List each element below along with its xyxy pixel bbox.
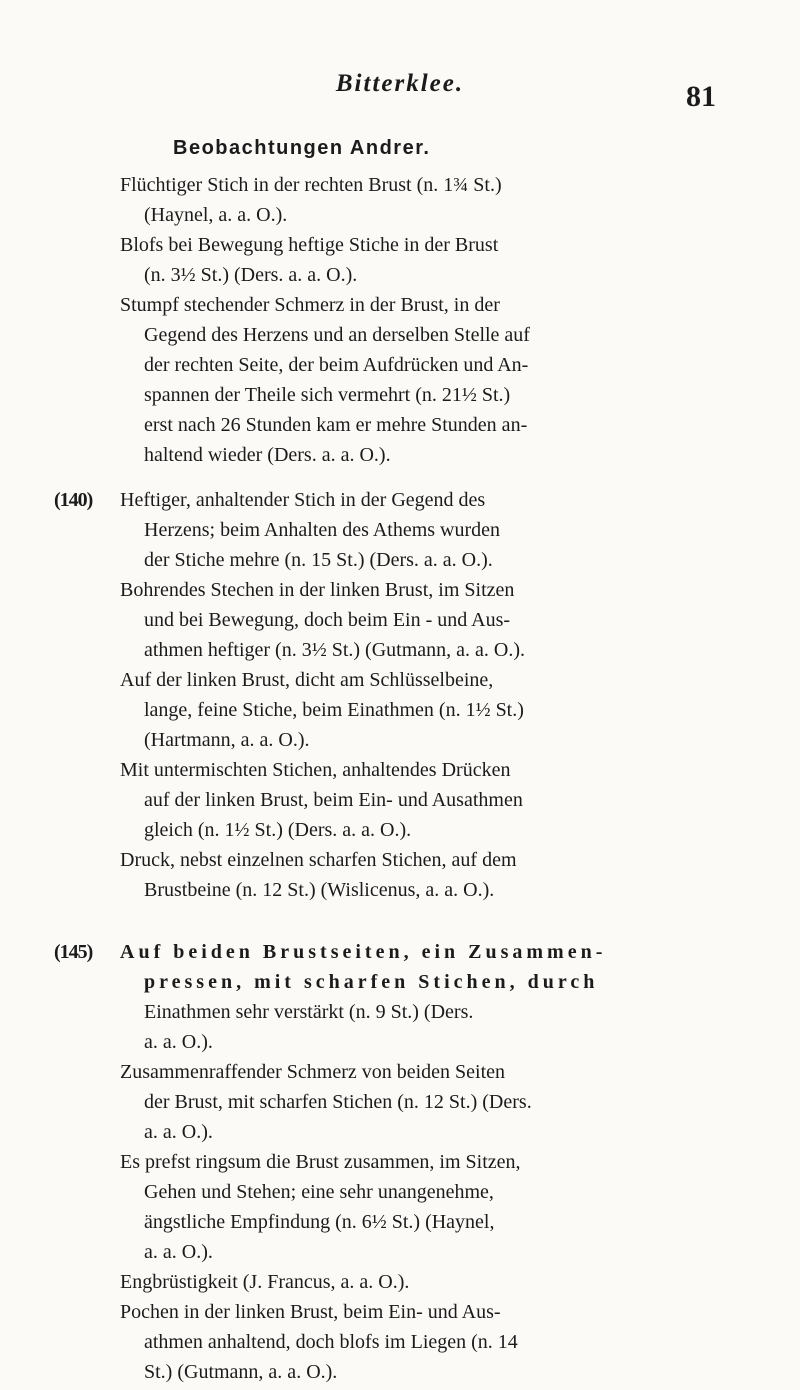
entry-140	[54, 485, 770, 905]
text-line: Es prefst ringsum die Brust zusammen, im Sitzen,	[120, 1151, 521, 1173]
text-line: Engbrüstigkeit (J. Francus, a. a. O.).	[120, 1271, 410, 1293]
text-line: a. a. O.).	[144, 1121, 213, 1143]
text-line: (Hartmann, a. a. O.).	[144, 729, 310, 751]
text-line: (Haynel, a. a. O.).	[144, 204, 288, 226]
text-line: Pochen in der linken Brust, beim Ein- und Aus-	[120, 1301, 501, 1323]
text-line: spannen der Theile sich vermehrt (n. 21½ St.)	[144, 384, 511, 406]
text-line: Stumpf stechender Schmerz in der Brust, in der	[120, 294, 500, 316]
text-line: athmen heftiger (n. 3½ St.) (Gutmann, a. a. O.).	[144, 639, 526, 661]
paragraph-block-1	[70, 170, 770, 470]
text-line: Einathmen sehr verstärkt (n. 9 St.) (Ders.	[144, 1001, 474, 1023]
entry-145	[54, 937, 770, 1387]
text-line: St.) (Gutmann, a. a. O.).	[144, 1361, 338, 1383]
text-line: Gegend des Herzens und an derselben Stelle auf	[144, 324, 530, 346]
text-line: Mit untermischten Stichen, anhaltendes Drücken	[120, 759, 511, 781]
text-line: lange, feine Stiche, beim Einathmen (n. 1½ St.)	[144, 699, 524, 721]
text-line: Druck, nebst einzelnen scharfen Stichen, auf dem	[120, 849, 517, 871]
text-line: pressen, mit scharfen Stichen, durch	[144, 971, 599, 993]
text-line: haltend wieder (Ders. a. a. O.).	[144, 444, 391, 466]
text-line: ängstliche Empfindung (n. 6½ St.) (Haynel,	[144, 1211, 495, 1233]
text-line: a. a. O.).	[144, 1241, 213, 1263]
text-line: Auf der linken Brust, dicht am Schlüsselbeine,	[120, 669, 494, 691]
text-line: Blofs bei Bewegung heftige Stiche in der Brust	[120, 234, 499, 256]
text-line: auf der linken Brust, beim Ein- und Ausathmen	[144, 789, 523, 811]
text-line: Flüchtiger Stich in der rechten Brust (n. 1¾ St.)	[120, 174, 502, 196]
text-line: gleich (n. 1½ St.) (Ders. a. a. O.).	[144, 819, 412, 841]
text-line: Brustbeine (n. 12 St.) (Wislicenus, a. a. O.).	[144, 879, 495, 901]
text-line: Zusammenraffender Schmerz von beiden Seiten	[120, 1061, 506, 1083]
text-line: erst nach 26 Stunden kam er mehre Stunden an-	[144, 414, 528, 436]
text-line: und bei Bewegung, doch beim Ein - und Aus-	[144, 609, 511, 631]
running-title: Bitterklee.	[335, 70, 465, 97]
text-line: Heftiger, anhaltender Stich in der Gegend des	[120, 489, 486, 511]
section-heading: Beobachtungen Andrer.	[173, 137, 431, 159]
text-line: a. a. O.).	[144, 1031, 213, 1053]
text-line: der Stiche mehre (n. 15 St.) (Ders. a. a. O.).	[144, 549, 493, 571]
text-line: (n. 3½ St.) (Ders. a. a. O.).	[144, 264, 358, 286]
text-line: Gehen und Stehen; eine sehr unangenehme,	[144, 1181, 494, 1203]
text-line: Herzens; beim Anhalten des Athems wurden	[144, 519, 501, 541]
text-line: athmen anhaltend, doch blofs im Liegen (n. 14	[144, 1331, 518, 1353]
text-line: der rechten Seite, der beim Aufdrücken und An-	[144, 354, 529, 376]
text-line: Auf beiden Brustseiten, ein Zusammen-	[120, 941, 607, 963]
page-number: 81	[686, 80, 716, 113]
entry-number: (140)	[54, 489, 93, 511]
text-line: der Brust, mit scharfen Stichen (n. 12 St.) (Ders.	[144, 1091, 532, 1113]
entry-number: (145)	[54, 941, 93, 963]
text-line: Bohrendes Stechen in der linken Brust, im Sitzen	[120, 579, 515, 601]
